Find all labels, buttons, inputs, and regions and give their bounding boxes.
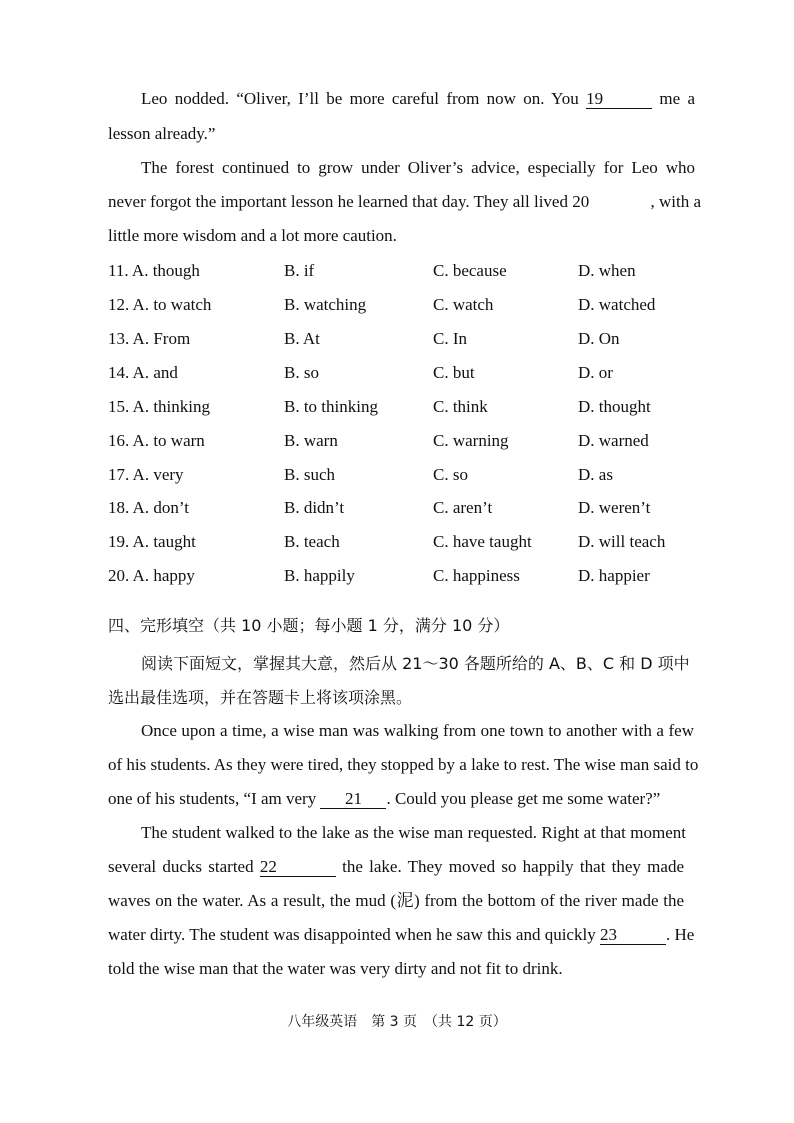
option-a: 19. A. taught [108, 532, 196, 551]
option-d: D. or [578, 363, 613, 382]
option-c: C. aren’t [433, 498, 493, 517]
option-d: D. as [578, 465, 613, 484]
option-b: B. happily [284, 566, 355, 585]
passage-text: . He [665, 925, 695, 944]
option-c: C. think [433, 397, 488, 416]
option-c: C. because [433, 261, 507, 280]
option-b: B. At [284, 329, 320, 348]
option-b: B. so [284, 363, 319, 382]
option-d: D. will teach [578, 532, 666, 551]
option-a: 18. A. don’t [108, 498, 189, 517]
passage1-line-5: little more wisdom and a lot more caution. [108, 226, 397, 245]
passage1-line-1 [141, 88, 695, 110]
option-c: C. watch [433, 295, 494, 314]
option-d: D. On [578, 329, 620, 348]
passage-text: . Could you please get me some water?” [386, 789, 661, 808]
blank-23: 23 [600, 926, 666, 945]
option-b: B. to thinking [284, 397, 378, 416]
option-c: C. In [433, 329, 467, 348]
passage2-line-4: The student walked to the lake as the wise man requested. Right at that moment [141, 823, 686, 842]
passage-text: one of his students, “I am very [108, 789, 317, 808]
option-b: B. teach [284, 532, 340, 551]
option-b: B. watching [284, 295, 367, 314]
blank-19: 19 [586, 90, 652, 109]
option-d: D. thought [578, 397, 651, 416]
option-c: C. but [433, 363, 475, 382]
passage2-line-3 [108, 788, 660, 810]
passage-text: water dirty. The student was disappointed when he saw this and quickly [108, 925, 596, 944]
option-b: B. such [284, 465, 335, 484]
passage2-line-1: Once upon a time, a wise man was walking from one town to another with a few [141, 721, 694, 740]
passage-text: , with a [650, 192, 701, 211]
option-a: 17. A. very [108, 465, 184, 484]
passage2-line-6: waves on the water. As a result, the mud (泥) from the bottom of the river made the [108, 891, 684, 910]
option-d: D. watched [578, 295, 656, 314]
option-c: C. have taught [433, 532, 532, 551]
option-a: 12. A. to watch [108, 295, 212, 314]
passage1-line-4 [108, 191, 701, 213]
option-a: 20. A. happy [108, 566, 195, 585]
option-a: 13. A. From [108, 329, 191, 348]
blank-20: 20 [572, 192, 590, 211]
passage-text: the lake. They moved so happily that they made [342, 857, 684, 876]
page-footer: 八年级英语 第 3 页 （共 12 页） [287, 1014, 507, 1030]
option-b: B. warn [284, 431, 338, 450]
passage-text: Leo nodded. “Oliver, I’ll be more careful from now on. You [141, 89, 579, 108]
option-a: 15. A. thinking [108, 397, 211, 416]
blank-21: 21 [320, 790, 386, 809]
section-instructions-line-2: 选出最佳选项，并在答题卡上将该项涂黑。 [108, 688, 413, 707]
passage-text: several ducks started [108, 857, 254, 876]
option-d: D. warned [578, 431, 649, 450]
option-c: C. so [433, 465, 468, 484]
option-b: B. didn’t [284, 498, 345, 517]
option-d: D. when [578, 261, 636, 280]
option-c: C. warning [433, 431, 509, 450]
passage1-line-2: lesson already.” [108, 124, 216, 143]
option-d: D. weren’t [578, 498, 651, 517]
passage-text: me a [659, 89, 696, 108]
passage2-line-7 [108, 924, 695, 946]
option-a: 14. A. and [108, 363, 178, 382]
passage2-line-8: told the wise man that the water was very dirty and not fit to drink. [108, 959, 563, 978]
passage2-line-5 [108, 856, 684, 878]
section-heading: 四、完形填空（共 10 小题；每小题 1 分，满分 10 分） [108, 616, 510, 635]
option-a: 11. A. though [108, 261, 200, 280]
option-c: C. happiness [433, 566, 520, 585]
passage1-line-3: The forest continued to grow under Oliver’s advice, especially for Leo who [141, 158, 695, 177]
option-a: 16. A. to warn [108, 431, 205, 450]
option-d: D. happier [578, 566, 650, 585]
passage-text: never forgot the important lesson he learned that day. They all lived [108, 192, 568, 211]
option-b: B. if [284, 261, 315, 280]
section-instructions-line-1: 阅读下面短文，掌握其大意，然后从 21～30 各题所给的 A、B、C 和 D 项中 [141, 654, 690, 673]
passage2-line-2: of his students. As they were tired, they stopped by a lake to rest. The wise man said to [108, 755, 699, 774]
blank-22: 22 [260, 858, 336, 877]
